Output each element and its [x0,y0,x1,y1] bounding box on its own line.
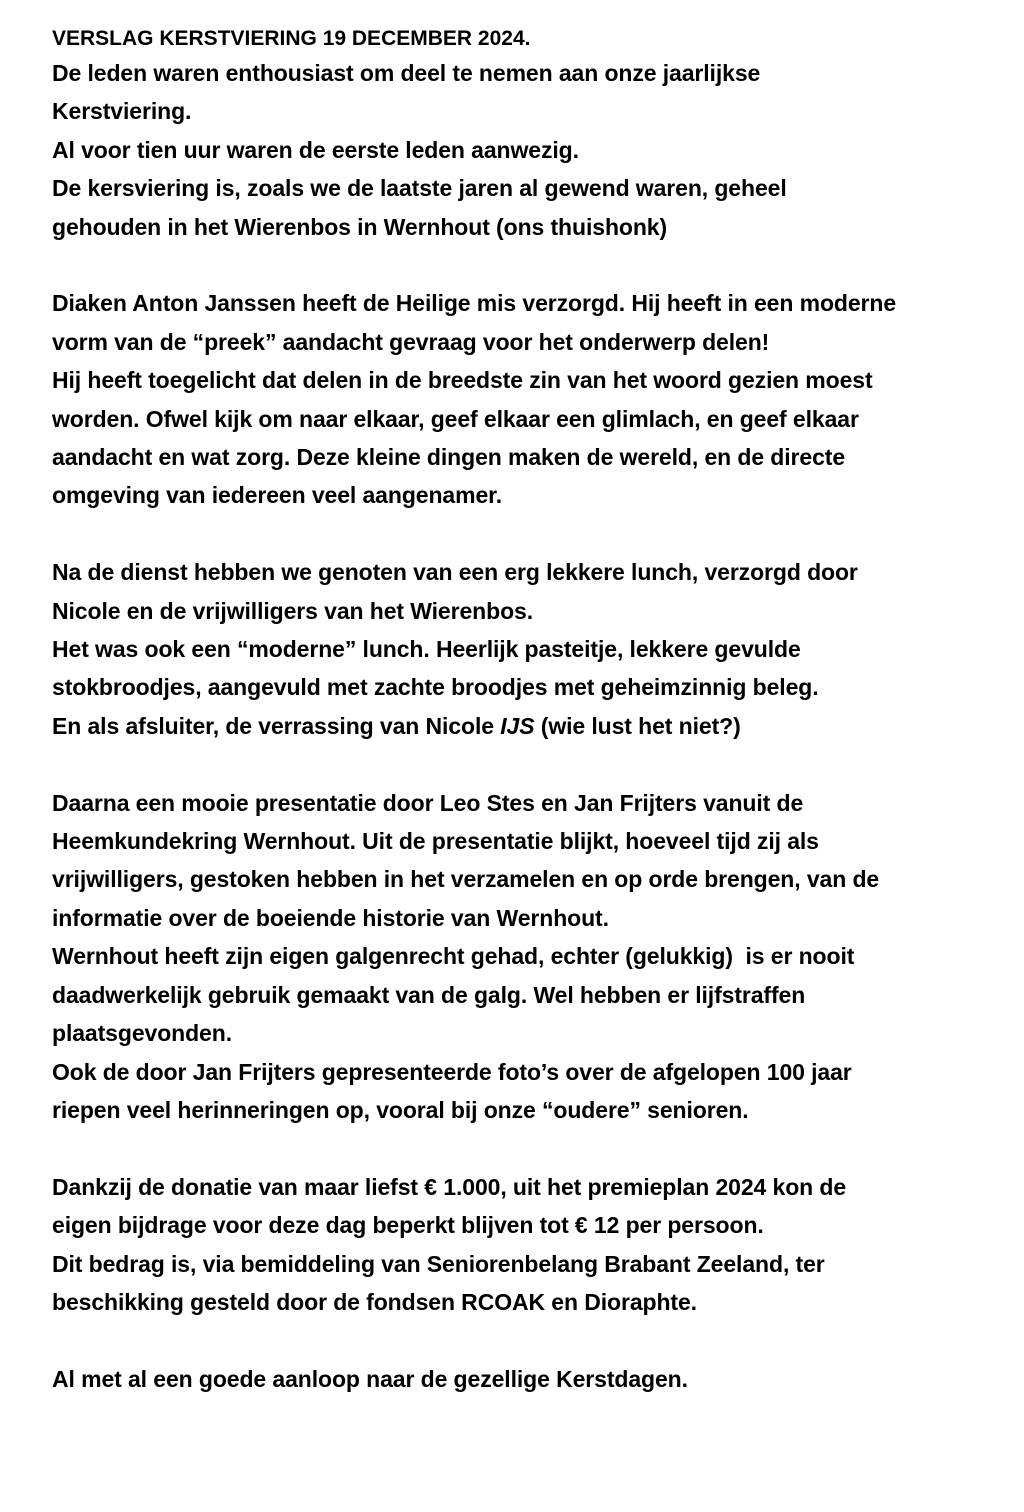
paragraph-donation [52,1168,1007,1322]
text-line: Nicole en de vrijwilligers van het Wierenbos. [52,597,533,624]
text-line: stokbroodjes, aangevuld met zachte broodjes met geheimzinnig beleg. [52,674,819,701]
paragraph-presentation [52,784,1007,1130]
text-line: omgeving van iedereen veel aangenamer. [52,482,503,509]
text-line: Hij heeft toegelicht dat delen in de breedste zin van het woord gezien moest [52,367,873,394]
text-line: daadwerkelijk gebruik gemaakt van de galg. Wel hebben er lijfstraffen [52,981,806,1008]
text-line: Daarna een mooie presentatie door Leo Stes en Jan Frijters vanuit de [52,789,804,816]
text-line: Het was ook een “moderne” lunch. Heerlijk pasteitje, lekkere gevulde [52,636,801,663]
text-line: Ook de door Jan Frijters gepresenteerde foto’s over de afgelopen 100 jaar [52,1058,852,1085]
text-line: eigen bijdrage voor deze dag beperkt blijven tot € 12 per persoon. [52,1212,764,1239]
paragraph-closing [52,1360,1007,1398]
document-title: VERSLAG KERSTVIERING 19 DECEMBER 2024. [52,27,531,50]
text-line: Wernhout heeft zijn eigen galgenrecht gehad, echter (gelukkig) is er nooit [52,943,855,970]
text-line: worden. Ofwel kijk om naar elkaar, geef elkaar een glimlach, en geef elkaar [52,405,859,432]
paragraph-gap [52,1321,1007,1359]
paragraph-gap [52,515,1007,553]
text-line: De leden waren enthousiast om deel te nemen aan onze jaarlijkse [52,60,761,86]
text-line: riepen veel herinneringen op, vooral bij onze “oudere” senioren. [52,1096,749,1123]
text-line: De kersviering is, zoals we de laatste jaren al gewend waren, geheel [52,175,787,202]
text-line: aandacht en wat zorg. Deze kleine dingen maken de wereld, en de directe [52,444,846,471]
text-line: vrijwilligers, gestoken hebben in het verzamelen en op orde brengen, van de [52,866,880,893]
text-line: vorm van de “preek” aandacht gevraag voor het onderwerp delen! [52,328,770,355]
text-segment: (wie lust het niet?) [534,712,741,739]
text-line: Al met al een goede aanloop naar de gezellige Kerstdagen. [52,1365,688,1392]
paragraph-gap [52,745,1007,783]
text-line: Dit bedrag is, via bemiddeling van Seniorenbelang Brabant Zeeland, ter [52,1250,825,1277]
paragraph-lunch [52,553,1007,745]
text-segment: En als afsluiter, de verrassing van Nicole [52,712,501,739]
paragraph-mass [52,284,1007,514]
paragraph-intro [52,54,1007,246]
text-line: gehouden in het Wierenbos in Wernhout (ons thuishonk) [52,213,668,240]
text-line: Dankzij de donatie van maar liefst € 1.000, uit het premieplan 2024 kon de [52,1173,847,1200]
text-line: Al voor tien uur waren de eerste leden aanwezig. [52,136,579,163]
text-line: Heemkundekring Wernhout. Uit de presentatie blijkt, hoeveel tijd zij als [52,828,819,855]
italic-word: IJS [500,712,535,739]
text-line: Diaken Anton Janssen heeft de Heilige mis verzorgd. Hij heeft in een moderne [52,290,897,317]
paragraph-gap [52,1129,1007,1167]
text-line: informatie over de boeiende historie van Wernhout. [52,904,609,931]
text-line: Na de dienst hebben we genoten van een erg lekkere lunch, verzorgd door [52,559,858,586]
text-line-mixed [52,707,1007,745]
document-page [52,20,1007,1398]
text-line: Kerstviering. [52,98,192,125]
text-line: plaatsgevonden. [52,1020,232,1047]
text-line: beschikking gesteld door de fondsen RCOAK en Dioraphte. [52,1288,697,1315]
paragraph-gap [52,246,1007,284]
